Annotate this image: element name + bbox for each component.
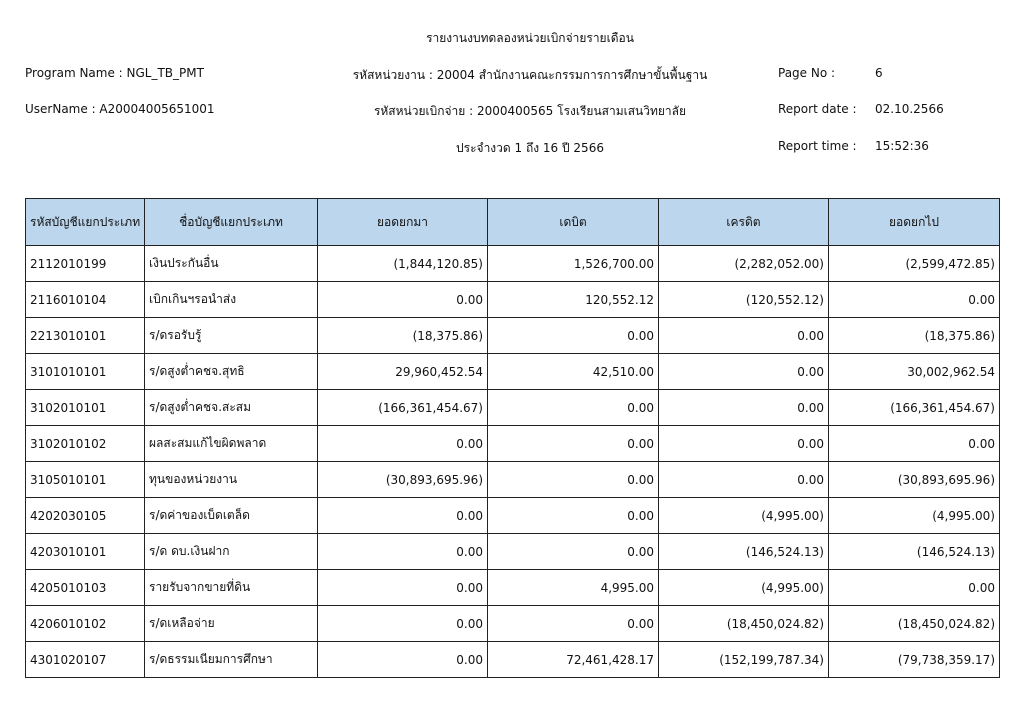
header-debit: เดบิต (488, 199, 659, 246)
opening-balance-cell: 0.00 (318, 606, 488, 642)
opening-balance-cell: 0.00 (318, 282, 488, 318)
credit-cell: 0.00 (659, 426, 829, 462)
report-period: ประจำงวด 1 ถึง 16 ปี 2566 (456, 141, 604, 155)
account-code-cell: 2112010199 (26, 246, 145, 282)
debit-cell: 1,526,700.00 (488, 246, 659, 282)
opening-balance-cell: 0.00 (318, 642, 488, 678)
credit-cell: (4,995.00) (659, 498, 829, 534)
debit-cell: 0.00 (488, 318, 659, 354)
credit-cell: (120,552.12) (659, 282, 829, 318)
account-name-cell: ร/ด ดบ.เงินฝาก (145, 534, 318, 570)
debit-cell: 0.00 (488, 426, 659, 462)
account-name-cell: ร/ดรอรับรู้ (145, 318, 318, 354)
table-row (26, 246, 1000, 282)
header-opening-balance: ยอดยกมา (318, 199, 488, 246)
closing-balance-cell: (18,375.86) (829, 318, 1000, 354)
credit-cell: 0.00 (659, 390, 829, 426)
account-name-cell: ร/ดสูงต่ำคชจ.สะสม (145, 390, 318, 426)
closing-balance-cell: (4,995.00) (829, 498, 1000, 534)
closing-balance-cell: (18,450,024.82) (829, 606, 1000, 642)
closing-balance-cell: (146,524.13) (829, 534, 1000, 570)
opening-balance-cell: (18,375.86) (318, 318, 488, 354)
opening-balance-cell: (1,844,120.85) (318, 246, 488, 282)
credit-cell: (18,450,024.82) (659, 606, 829, 642)
trial-balance-table (25, 198, 1000, 678)
closing-balance-cell: 30,002,962.54 (829, 354, 1000, 390)
debit-cell: 120,552.12 (488, 282, 659, 318)
opening-balance-cell: 0.00 (318, 570, 488, 606)
account-name-cell: รายรับจากขายที่ดิน (145, 570, 318, 606)
debit-cell: 0.00 (488, 606, 659, 642)
account-code-cell: 4301020107 (26, 642, 145, 678)
account-name-cell: ร/ดค่าของเบ็ดเตล็ด (145, 498, 318, 534)
debit-cell: 4,995.00 (488, 570, 659, 606)
user-name: UserName : A20004005651001 (25, 102, 215, 116)
table-row (26, 462, 1000, 498)
table-header-row (26, 199, 1000, 246)
opening-balance-cell: (166,361,454.67) (318, 390, 488, 426)
report-title: รายงานงบทดลองหน่วยเบิกจ่ายรายเดือน (426, 31, 634, 45)
table-row (26, 570, 1000, 606)
account-code-cell: 4202030105 (26, 498, 145, 534)
header-closing-balance: ยอดยกไป (829, 199, 1000, 246)
table-row (26, 534, 1000, 570)
page-number: 6 (875, 66, 883, 80)
report-time: 15:52:36 (875, 139, 929, 153)
table-row (26, 390, 1000, 426)
page-label: Page No : (778, 66, 836, 80)
account-code-cell: 3102010102 (26, 426, 145, 462)
header-account-name: ชื่อบัญชีแยกประเภท (145, 199, 318, 246)
credit-cell: (146,524.13) (659, 534, 829, 570)
agency-info: รหัสหน่วยงาน : 20004 สำนักงานคณะกรรมการการศึกษาขั้นพื้นฐาน (352, 68, 708, 82)
credit-cell: 0.00 (659, 354, 829, 390)
closing-balance-cell: (79,738,359.17) (829, 642, 1000, 678)
table-body (26, 246, 1000, 678)
closing-balance-cell: (30,893,695.96) (829, 462, 1000, 498)
closing-balance-cell: (166,361,454.67) (829, 390, 1000, 426)
table-row (26, 642, 1000, 678)
table-row (26, 498, 1000, 534)
debit-cell: 0.00 (488, 498, 659, 534)
closing-balance-cell: (2,599,472.85) (829, 246, 1000, 282)
closing-balance-cell: 0.00 (829, 282, 1000, 318)
table-row (26, 282, 1000, 318)
closing-balance-cell: 0.00 (829, 570, 1000, 606)
table-row (26, 426, 1000, 462)
debit-cell: 72,461,428.17 (488, 642, 659, 678)
credit-cell: (152,199,787.34) (659, 642, 829, 678)
header-credit: เครดิต (659, 199, 829, 246)
opening-balance-cell: (30,893,695.96) (318, 462, 488, 498)
opening-balance-cell: 0.00 (318, 498, 488, 534)
credit-cell: 0.00 (659, 462, 829, 498)
debit-cell: 0.00 (488, 534, 659, 570)
report-time-label: Report time : (778, 139, 857, 153)
report-date-label: Report date : (778, 102, 857, 116)
table-row (26, 606, 1000, 642)
account-name-cell: ร/ดเหลือจ่าย (145, 606, 318, 642)
opening-balance-cell: 0.00 (318, 426, 488, 462)
account-code-cell: 2213010101 (26, 318, 145, 354)
account-code-cell: 3102010101 (26, 390, 145, 426)
account-code-cell: 2116010104 (26, 282, 145, 318)
account-name-cell: ร/ดสูงต่ำคชจ.สุทธิ (145, 354, 318, 390)
account-code-cell: 3101010101 (26, 354, 145, 390)
debit-cell: 0.00 (488, 462, 659, 498)
table-row (26, 318, 1000, 354)
account-name-cell: ร/ดธรรมเนียมการศึกษา (145, 642, 318, 678)
closing-balance-cell: 0.00 (829, 426, 1000, 462)
debit-cell: 0.00 (488, 390, 659, 426)
account-code-cell: 4206010102 (26, 606, 145, 642)
report-date: 02.10.2566 (875, 102, 944, 116)
account-name-cell: เบิกเกินฯรอนำส่ง (145, 282, 318, 318)
account-code-cell: 4203010101 (26, 534, 145, 570)
opening-balance-cell: 0.00 (318, 534, 488, 570)
opening-balance-cell: 29,960,452.54 (318, 354, 488, 390)
credit-cell: 0.00 (659, 318, 829, 354)
account-code-cell: 3105010101 (26, 462, 145, 498)
debit-cell: 42,510.00 (488, 354, 659, 390)
credit-cell: (2,282,052.00) (659, 246, 829, 282)
disbursement-unit: รหัสหน่วยเบิกจ่าย : 2000400565 โรงเรียนสามเสนวิทยาลัย (373, 104, 687, 118)
credit-cell: (4,995.00) (659, 570, 829, 606)
account-name-cell: เงินประกันอื่น (145, 246, 318, 282)
header-account-code: รหัสบัญชีแยกประเภท (26, 199, 145, 246)
program-name: Program Name : NGL_TB_PMT (25, 66, 204, 80)
table-row (26, 354, 1000, 390)
account-name-cell: ผลสะสมแก้ไขผิดพลาด (145, 426, 318, 462)
account-name-cell: ทุนของหน่วยงาน (145, 462, 318, 498)
account-code-cell: 4205010103 (26, 570, 145, 606)
